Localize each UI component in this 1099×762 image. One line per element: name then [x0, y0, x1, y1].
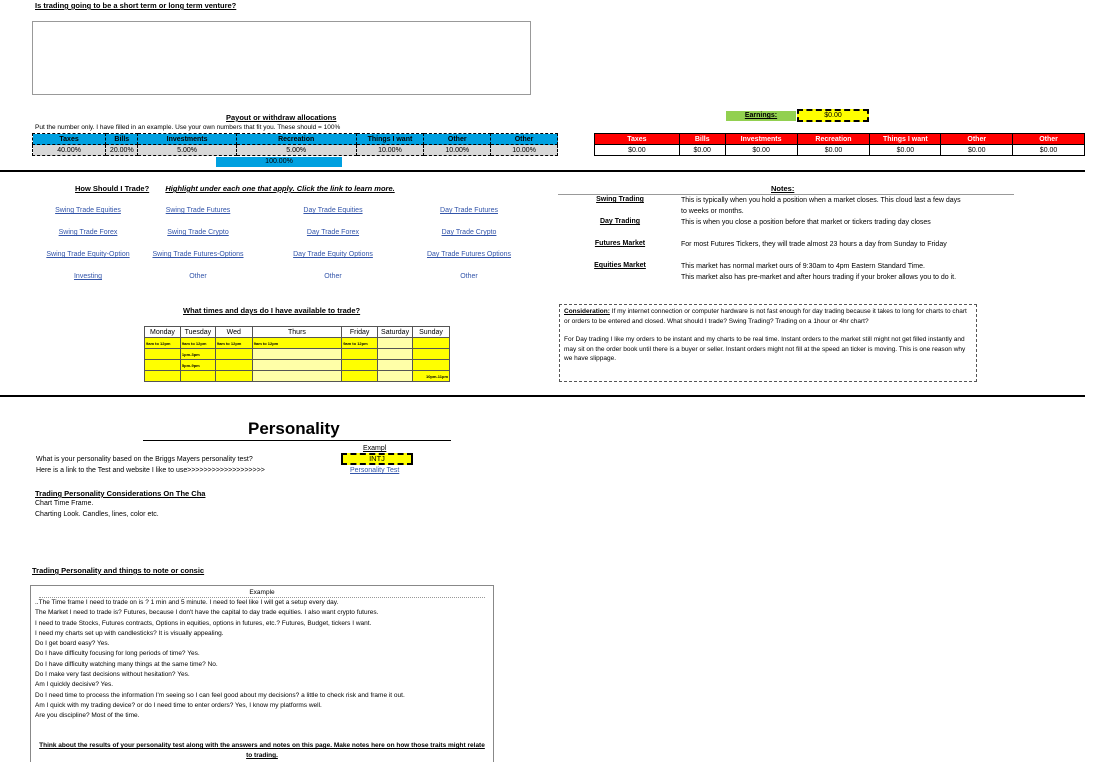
schedule-cell[interactable] [215, 360, 252, 371]
day-header: Sunday [413, 327, 450, 338]
example-footer: Think about the results of your personality test along with the answers and notes on this page. Make notes here on how those traits might relate to trading. [39, 742, 485, 759]
schedule-cell[interactable] [378, 349, 413, 360]
earnings-header: Recreation [797, 134, 870, 145]
earnings-input[interactable]: $0.00 [797, 109, 869, 122]
example-line: Do I have difficulty focusing for long periods of time? Yes. [35, 650, 200, 658]
schedule-cell[interactable] [252, 360, 341, 371]
notes-title: Notes: [771, 184, 795, 193]
link-investing[interactable]: Investing [73, 273, 103, 280]
example-line: I need to trade Stocks, Futures contracts, Options in equities, options in futures, etc.? Futures, Budget, tickers I want. [35, 619, 372, 627]
personality-heading: Personality [248, 419, 340, 438]
schedule-cell[interactable] [342, 360, 378, 371]
payout-header: Things I want [356, 134, 424, 145]
other-option[interactable]: Other [324, 273, 342, 280]
schedule-cell[interactable] [145, 371, 181, 382]
example-line: Do I make very fast decisions without hesitation? Yes. [35, 671, 190, 679]
link-day-trade-futures-options[interactable]: Day Trade Futures Options [426, 251, 512, 258]
payout-table [32, 133, 558, 156]
personality-example-box[interactable] [30, 585, 494, 762]
link-day-trade-forex[interactable]: Day Trade Forex [306, 229, 360, 236]
day-header: Friday [342, 327, 378, 338]
note-desc [681, 217, 931, 228]
payout-value-cell[interactable]: 5.00% [236, 145, 356, 156]
day-header: Wed [215, 327, 252, 338]
link-day-trade-futures[interactable]: Day Trade Futures [440, 207, 498, 214]
schedule-cell[interactable] [145, 349, 181, 360]
earnings-header: Other [1013, 134, 1085, 145]
day-header: Monday [145, 327, 181, 338]
earnings-table [594, 133, 1085, 156]
payout-title: Payout or withdraw allocations [226, 113, 337, 122]
schedule-cell[interactable]: 9am to 12pm [215, 338, 252, 349]
earnings-label-text: Earnings: [744, 112, 778, 119]
top-question: Is trading going to be a short term or long term venture? [35, 1, 237, 10]
payout-value-cell[interactable]: 20.00% [106, 145, 138, 156]
note-line: For most Futures Tickers, they will trade almost 23 hours a day from Sunday to Friday [681, 241, 947, 248]
schedule-cell[interactable] [378, 338, 413, 349]
schedule-cell[interactable]: 9am to 12pm [145, 338, 181, 349]
note-desc [681, 261, 956, 283]
personality-test-link[interactable]: Personality Test [350, 467, 400, 474]
schedule-table [144, 326, 450, 382]
personality-test-prompt: Here is a link to the Test and website I like to use>>>>>>>>>>>>>>>>>>> [36, 467, 265, 474]
example-label: Exampl [363, 445, 387, 452]
note-term: Futures Market [594, 240, 646, 247]
trade-heading [75, 184, 395, 193]
note-line: This market also has pre-market and after hours trading if your broker allows you to do it. [681, 274, 957, 281]
note-desc [681, 195, 961, 217]
schedule-cell[interactable]: 5pm-9pm [180, 360, 215, 371]
other-option[interactable]: Other [460, 273, 478, 280]
trade-hint: Highlight under each one that apply. Click the link to learn more. [165, 184, 395, 193]
payout-header: Investments [138, 134, 236, 145]
link-swing-trade-equity-option[interactable]: Swing Trade Equity-Option [46, 251, 130, 258]
earnings-header: Taxes [595, 134, 680, 145]
schedule-cell[interactable] [215, 371, 252, 382]
schedule-cell[interactable]: 9am to 12pm [252, 338, 341, 349]
chart-considerations-title: Trading Personality Considerations On The Cha [35, 489, 206, 498]
payout-header: Other [491, 134, 558, 145]
example-line: The Market I need to trade is? Futures, because I don't have the capital to day trade equities. I also want crypto futures. [35, 609, 379, 617]
schedule-cell[interactable]: 10pm-11pm [413, 371, 450, 382]
personality-underline [143, 440, 451, 441]
example-line: Am I quick with my trading device? or do I need time to enter orders? Yes, I know my platforms well. [35, 701, 322, 709]
earnings-header: Things I want [870, 134, 941, 145]
consideration-text: If my internet connection or computer hardware is not fast enough for day trading because it takes to long for charts to chart or orders to be entered and closed. What should I trade? Swing Trading? Trading on a 1hour or 4hr chart? [564, 308, 967, 325]
day-header: Thurs [252, 327, 341, 338]
payout-value-cell[interactable]: 10.00% [491, 145, 558, 156]
note-term: Equities Market [594, 262, 646, 269]
example-line: ..The Time frame I need to trade on is ? 1 min and 5 minute. I need to feel like I will get a setup every day. [35, 599, 339, 606]
payout-header: Recreation [236, 134, 356, 145]
payout-value-cell[interactable]: 5.00% [138, 145, 236, 156]
schedule-cell[interactable] [378, 371, 413, 382]
note-line: This is typically when you hold a position when a market closes. This cloud last a few days [681, 197, 961, 204]
earnings-value: $0.00 [679, 145, 725, 156]
example-line: Do I have difficulty watching many things at the same time? No. [35, 660, 218, 668]
example-line: I need my charts set up with candlesticks? It is visually appealing. [35, 629, 224, 637]
personality-question: What is your personality based on the Briggs Mayers personality test? [36, 456, 253, 463]
earnings-value: $0.00 [725, 145, 797, 156]
schedule-cell[interactable] [413, 360, 450, 371]
schedule-cell[interactable] [342, 349, 378, 360]
note-line: This is when you close a position before that market or tickers trading day closes [681, 219, 931, 226]
earnings-value: $0.00 [797, 145, 870, 156]
link-swing-trade-futures-options[interactable]: Swing Trade Futures-Options [152, 251, 244, 258]
schedule-cell[interactable]: 1pm-3pm [180, 349, 215, 360]
link-swing-trade-futures[interactable]: Swing Trade Futures [165, 207, 231, 214]
section-divider [0, 395, 1085, 397]
section-divider [0, 170, 1085, 172]
link-day-trade-equity-options[interactable]: Day Trade Equity Options [293, 251, 373, 258]
payout-header: Bills [106, 134, 138, 145]
note-term: Swing Trading [596, 196, 644, 203]
note-line: to weeks or months. [681, 208, 744, 215]
note-term: Day Trading [599, 218, 641, 225]
example-line: Do I need time to process the information I'm seeing so I can feel good about my decisions? a little to check risk and frame it out. [35, 691, 405, 699]
payout-value-cell[interactable]: 10.00% [424, 145, 491, 156]
earnings-value: $0.00 [595, 145, 680, 156]
payout-value-cell[interactable]: 40.00% [33, 145, 106, 156]
consideration-box [559, 304, 977, 382]
note-line: This market has normal market ours of 9:30am to 4pm Eastern Standard Time. [681, 263, 925, 270]
trade-title: How Should I Trade? [75, 184, 150, 193]
top-answer-box[interactable] [32, 21, 531, 95]
schedule-cell[interactable] [215, 349, 252, 360]
example-header: Example [39, 588, 485, 598]
earnings-value: $0.00 [941, 145, 1013, 156]
example-line: Am I quickly decisive? Yes. [35, 681, 114, 689]
schedule-cell[interactable] [252, 371, 341, 382]
schedule-cell[interactable] [413, 338, 450, 349]
chart-consideration-line: Chart Time Frame. [35, 500, 94, 507]
schedule-cell[interactable] [342, 371, 378, 382]
day-header: Tuesday [180, 327, 215, 338]
schedule-cell[interactable]: 9am to 12pm [180, 338, 215, 349]
example-line: Do I get board easy? Yes. [35, 640, 110, 648]
chart-consideration-line: Charting Look. Candles, lines, color etc. [35, 511, 159, 518]
schedule-cell[interactable] [378, 360, 413, 371]
payout-total: 100.00% [216, 157, 342, 167]
schedule-cell[interactable] [145, 360, 181, 371]
link-swing-trade-forex[interactable]: Swing Trade Forex [58, 229, 118, 236]
payout-value-cell[interactable]: 10.00% [356, 145, 424, 156]
schedule-cell[interactable] [180, 371, 215, 382]
schedule-cell[interactable] [252, 349, 341, 360]
earnings-header: Other [941, 134, 1013, 145]
personality-notes-title: Trading Personality and things to note or consic [32, 566, 205, 575]
day-header: Saturday [378, 327, 413, 338]
payout-header: Other [424, 134, 491, 145]
earnings-value: $0.00 [1013, 145, 1085, 156]
example-line: Are you discipline? Most of the time. [35, 712, 140, 720]
note-desc [681, 239, 947, 250]
link-day-trade-crypto[interactable]: Day Trade Crypto [441, 229, 497, 236]
payout-header: Taxes [33, 134, 106, 145]
link-day-trade-equities[interactable]: Day Trade Equities [303, 207, 363, 214]
schedule-cell[interactable] [413, 349, 450, 360]
link-swing-trade-equities[interactable]: Swing Trade Equities [55, 207, 121, 214]
schedule-title: What times and days do I have available to trade? [183, 306, 361, 315]
earnings-label [726, 111, 796, 121]
earnings-header: Investments [725, 134, 797, 145]
link-swing-trade-crypto[interactable]: Swing Trade Crypto [167, 229, 229, 236]
earnings-value: $0.00 [870, 145, 941, 156]
payout-subtitle: Put the number only. I have filled in an example. Use your own numbers that fit you. These should = 100% [35, 124, 341, 131]
mbti-input[interactable]: INTJ [341, 453, 413, 465]
schedule-cell[interactable]: 9am to 12pm [342, 338, 378, 349]
other-option[interactable]: Other [189, 273, 207, 280]
consideration-text: For Day trading I like my orders to be instant and my charts to be real time. Instant orders to the market still might not get filled instantly and may sit on the order book until there is a buyer or seller. Instant orders might not fill at the speed an ticker is moving. This is one reason why we have slippage. [564, 336, 966, 362]
earnings-header: Bills [679, 134, 725, 145]
consideration-label: Consideration: [564, 308, 610, 315]
